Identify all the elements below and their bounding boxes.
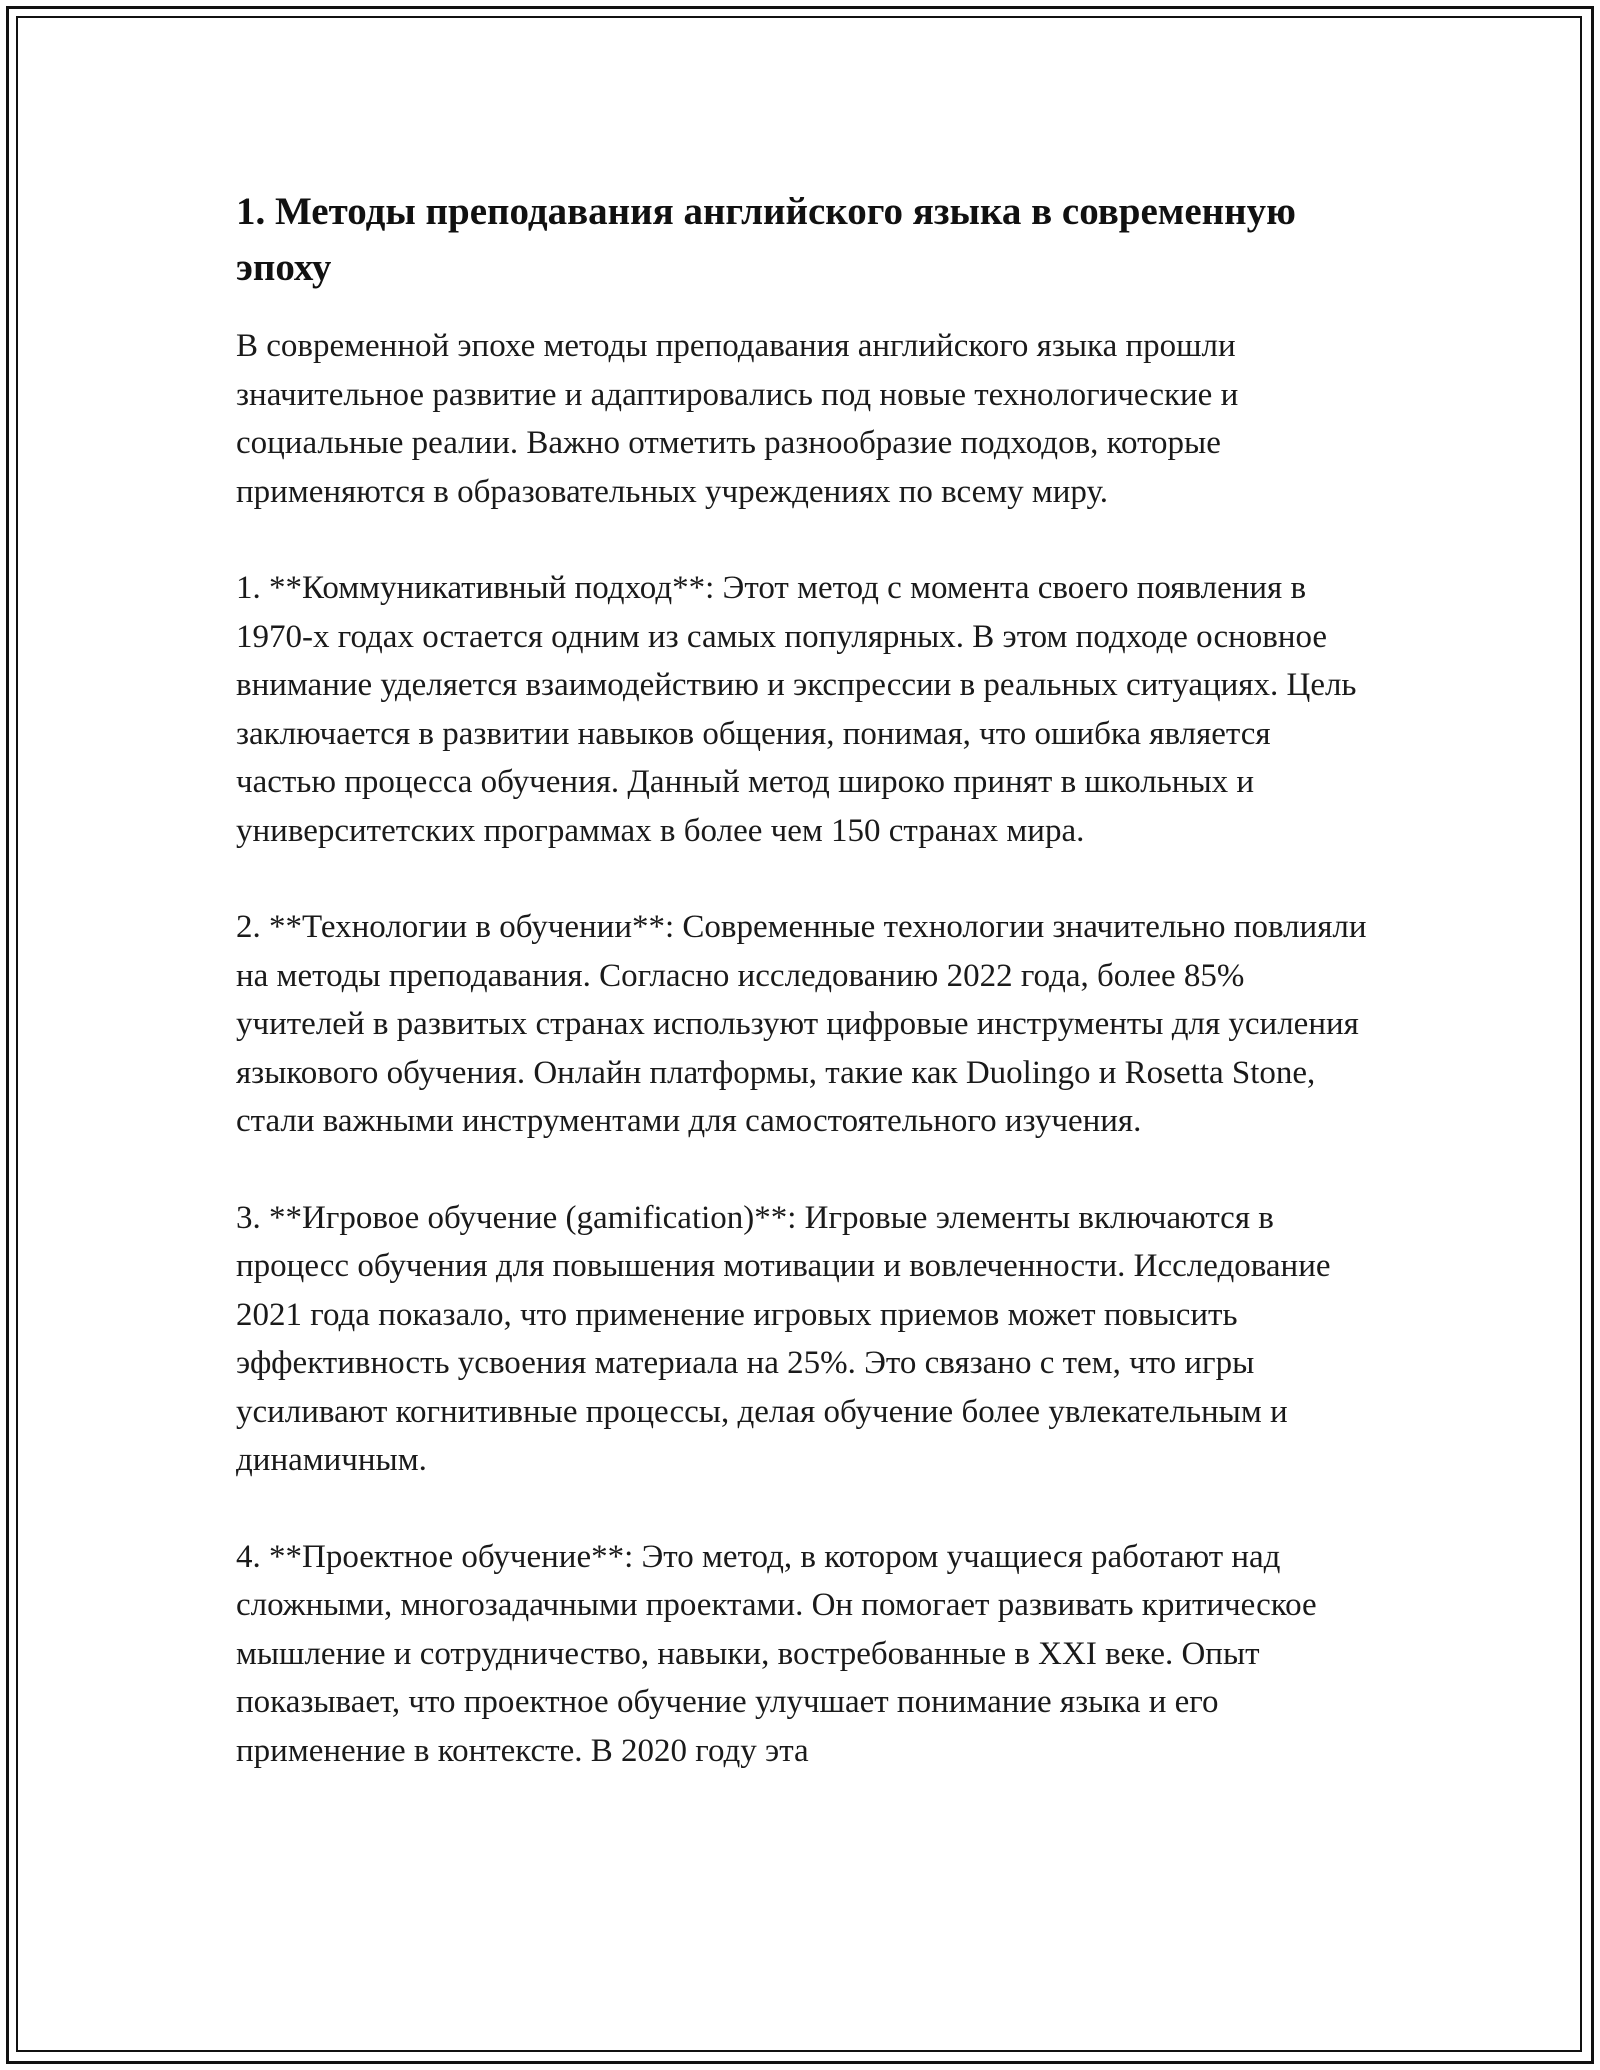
paragraph-gamification: 3. **Игровое обучение (gamification)**: Игровые элементы включаются в процесс обучения для повышения мотивации и вовлеченности. Исследование 2021 года показало, что применение игровых приемов может повысить эффективность усвоения материала на 25%. Это связано с тем, что игры усиливают когнитивные процессы, делая обучение более увлекательным и динамичным. xyxy=(236,1199,1331,1478)
intro-paragraph: В современной эпохе методы преподавания английского языка прошли значительное развитие и адаптировались под новые технологические и социальные реалии. Важно отметить разнообразие подходов, которые применяются в образовательных учреждениях по всему миру. xyxy=(236,328,1239,510)
paragraph-project-learning: 4. **Проектное обучение**: Это метод, в котором учащиеся работают над сложными, многозадачными проектами. Он помогает развивать критическое мышление и сотрудничество, навыки, востребованные в XXI веке. Опыт показывает, что проектное обучение улучшает понимание языка и его применение в контексте. В 2020 году эта xyxy=(236,1538,1317,1769)
document-body xyxy=(236,184,1376,1823)
section-heading: 1. Методы преподавания английского языка в современную эпоху xyxy=(236,190,1296,289)
paragraph-communicative-approach: 1. **Коммуникативный подход**: Этот метод с момента своего появления в 1970-х годах остается одним из самых популярных. В этом подходе основное внимание уделяется взаимодействию и экспрессии в реальных ситуациях. Цель заключается в развитии навыков общения, понимая, что ошибка является частью процесса обучения. Данный метод широко принят в школьных и университетских программах в более чем 150 странах мира. xyxy=(236,570,1357,849)
paragraph-technology-in-learning: 2. **Технологии в обучении**: Современные технологии значительно повлияли на методы преподавания. Согласно исследованию 2022 года, более 85% учителей в развитых странах используют цифровые инструменты для усиления языкового обучения. Онлайн платформы, такие как Duolingo и Rosetta Stone, стали важными инструментами для самостоятельного изучения. xyxy=(236,909,1367,1139)
